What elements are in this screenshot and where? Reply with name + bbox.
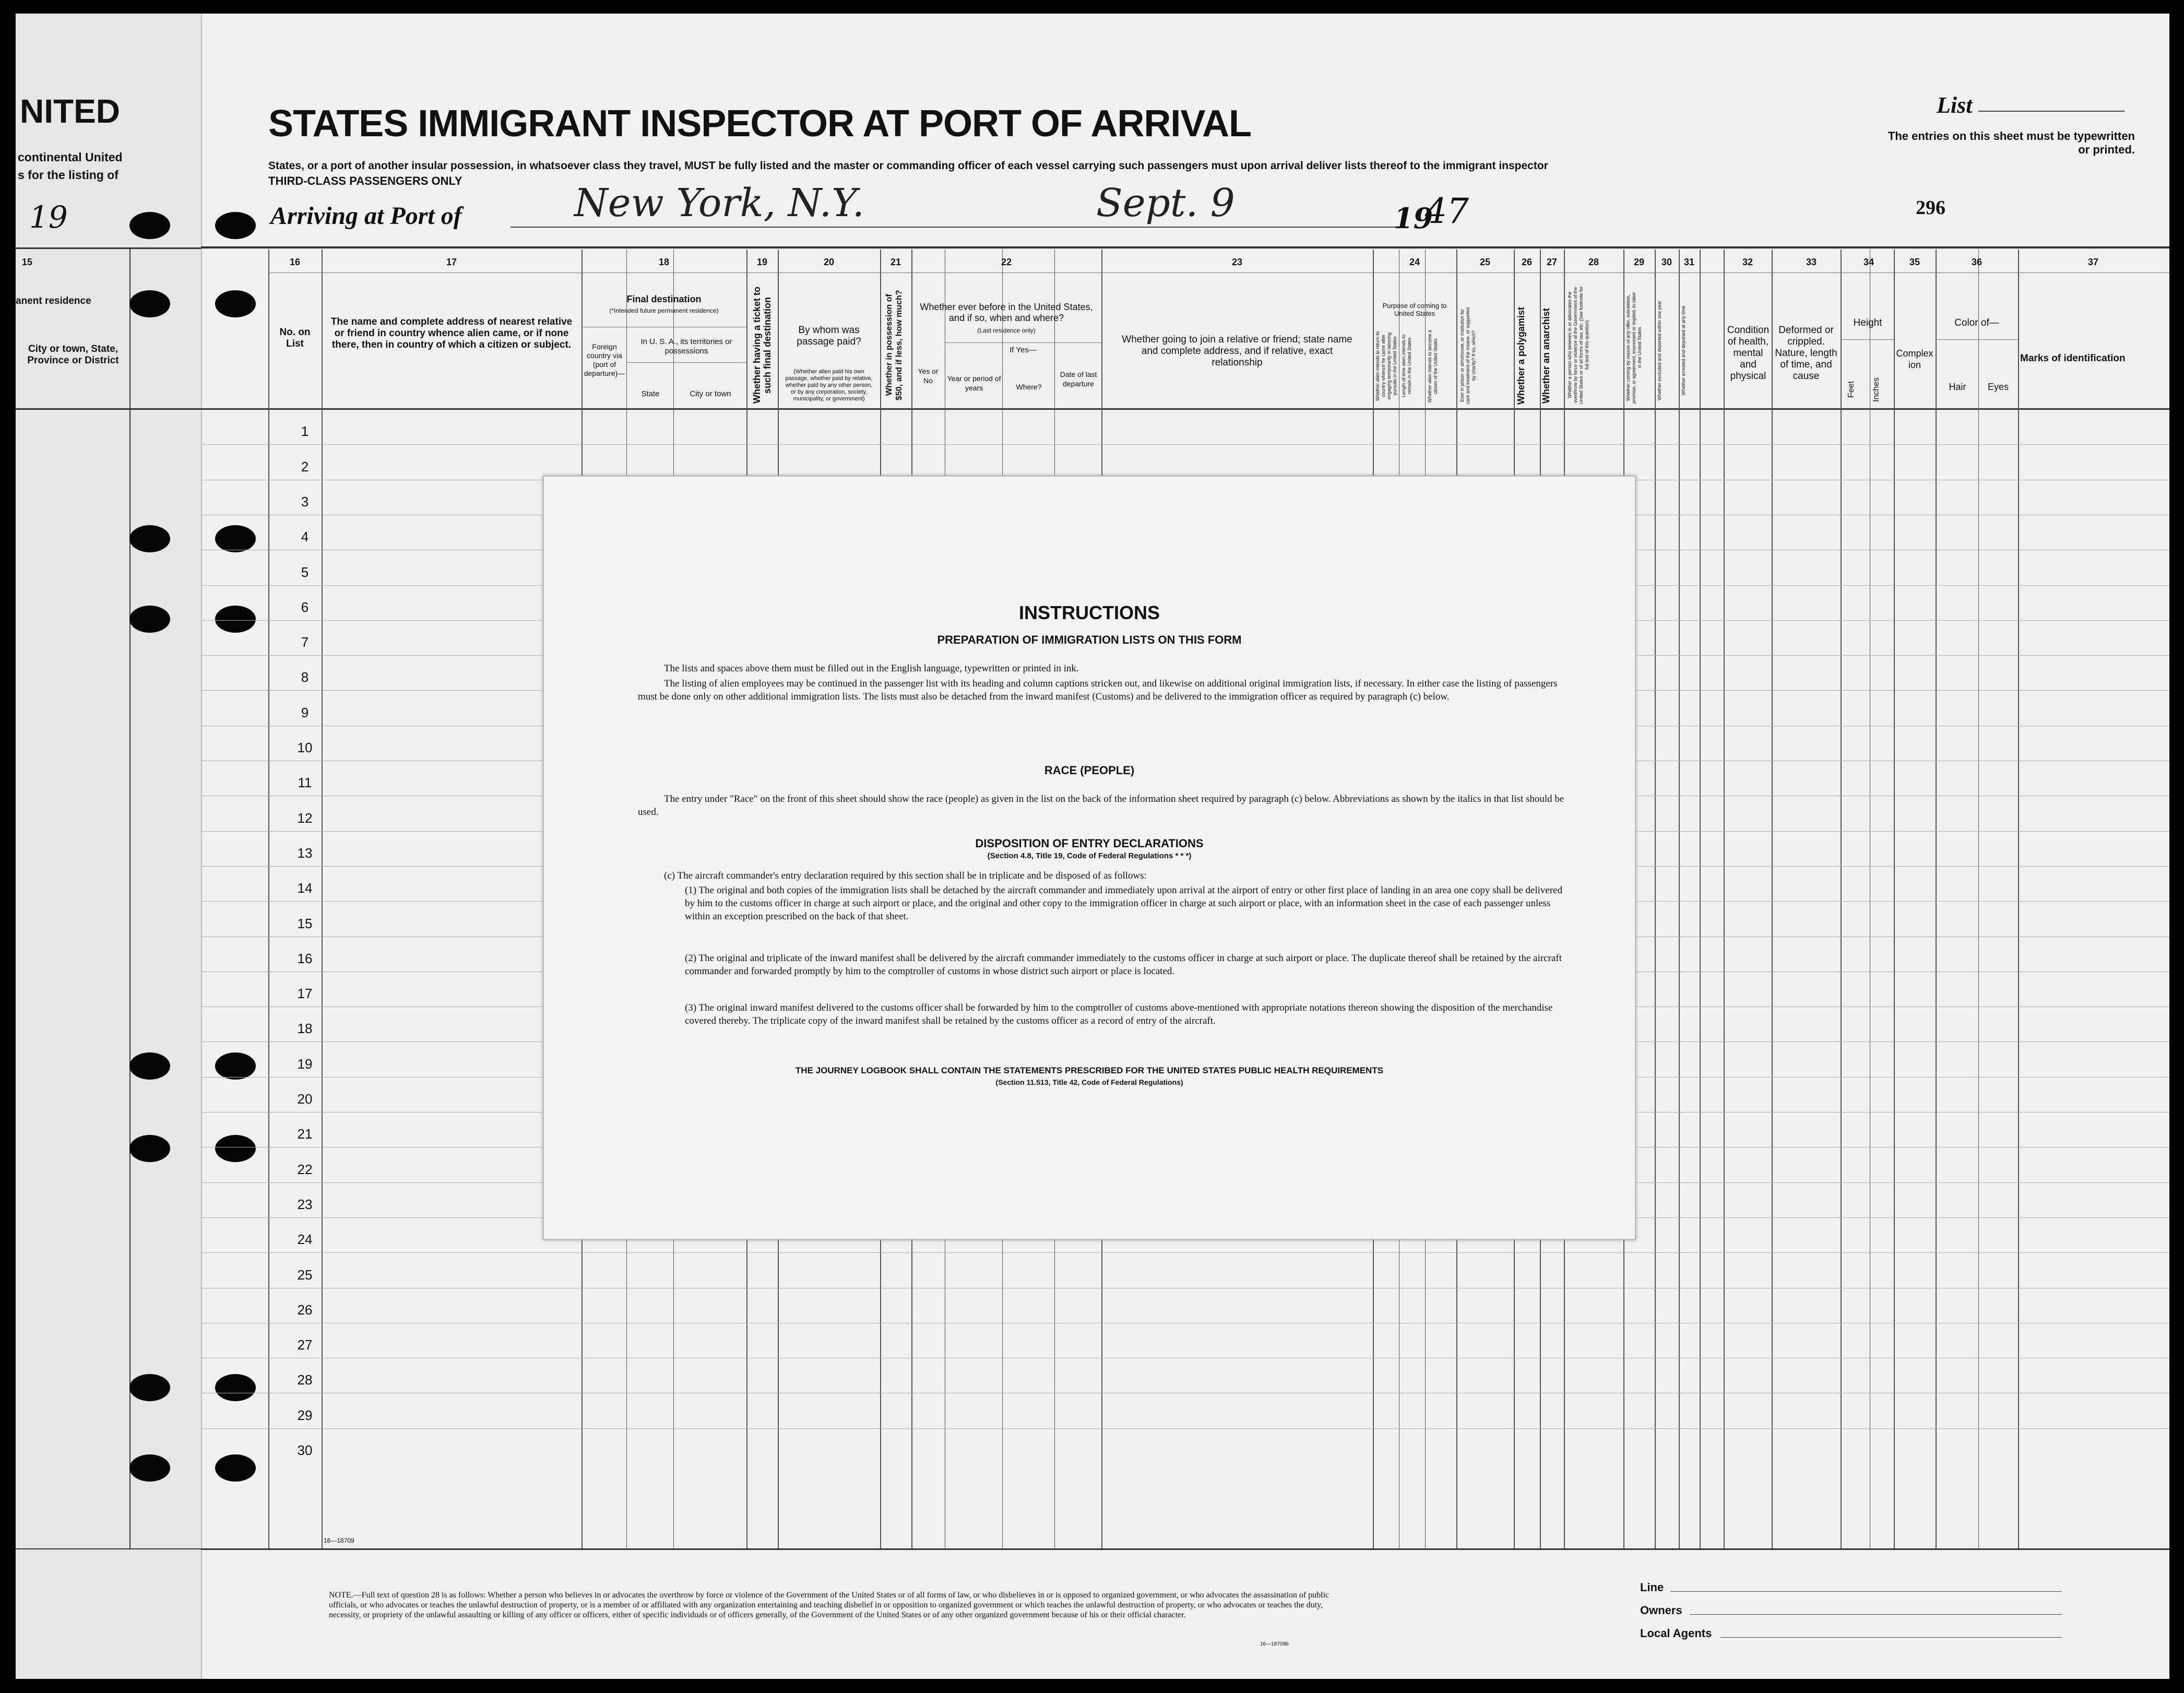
col22-where: Where?: [1016, 383, 1042, 391]
row-number: 7: [301, 634, 309, 650]
row-number: 26: [297, 1301, 313, 1318]
owners-label: Owners: [1640, 1604, 1682, 1617]
binding-hole: [215, 525, 256, 552]
col34-subrule: [1841, 339, 1894, 340]
col-number: 23: [1231, 257, 1243, 267]
row-number: 15: [297, 915, 313, 931]
row-number: 13: [297, 845, 313, 861]
table-top-rule: [201, 246, 2169, 248]
instructions-p2: The listing of alien employees may be continued in the passenger list with its heading and column captions stricken out, and likewise on additional original immigration lists, if necessary. In either case the listing of passengers must be done only on other additional immigration lists. The lists must also be detached from the inward manifest (Customs) and be delivered to the immigration officer as required by paragraph (c) below.: [638, 678, 1558, 702]
row-rule: [201, 1428, 2169, 1429]
col36-hair: Hair: [1949, 382, 1966, 392]
left-line-2: s for the listing of: [18, 168, 118, 182]
col24-caption: Purpose of coming to United States: [1382, 302, 1447, 317]
instructions-title: INSTRUCTIONS: [1019, 602, 1160, 623]
row-number: 2: [301, 458, 309, 475]
row-rule: [201, 1252, 2169, 1253]
list-number-line: [1978, 111, 2124, 112]
row-number: 24: [297, 1232, 313, 1248]
left-col-heading: anent residence: [16, 295, 91, 306]
col-number: 27: [1546, 257, 1558, 267]
col19-caption: Whether having a ticket to such final destination: [752, 286, 773, 404]
col27-caption: Whether an anarchist: [1541, 307, 1551, 404]
col36-subrule: [1936, 339, 2018, 340]
binding-hole: [129, 1052, 170, 1080]
instructions-insert: [543, 476, 1636, 1240]
col34-feet: Feet: [1847, 381, 1856, 398]
instructions-footer: THE JOURNEY LOGBOOK SHALL CONTAIN THE STATEMENTS PRESCRIBED FOR THE UNITED STATES PUBLIC HEALTH REQUIREMENTS: [795, 1065, 1384, 1075]
row-number: 5: [301, 564, 309, 580]
typewritten-note: The entries on this sheet must be typewritten or printed.: [1888, 129, 2135, 156]
col-number: 25: [1479, 257, 1491, 267]
left-col-subheading: City or town, State, Province or District: [27, 344, 119, 366]
col22-yesno: Yes or No: [918, 367, 939, 385]
binding-hole: [129, 525, 170, 552]
col28-caption: Whether a person who believes in or advocates the overthrow by force or violence of the Government of the United States or of all forms of law, etc. (See footnote for full text of this question): [1567, 286, 1589, 404]
binding-hole: [129, 1454, 170, 1482]
line-label: Line: [1640, 1581, 1664, 1594]
instructions-item-1: (1) The original and both copies of the immigration lists shall be detached by the aircraft commander and immediately upon arrival at the airport of entry or other first place of landing in an area one copy shall be delivered by him to the customs officer in charge at such airport or place, and the original and other copy to the immigration officer in charge at such airport or place, with an information sheet in the case of each passenger unless within an exception prescribed on the back of that sheet.: [685, 885, 1563, 922]
row-number: 30: [297, 1442, 313, 1458]
row-number: 11: [298, 775, 312, 791]
instructions-p3: The entry under "Race" on the front of this sheet should show the race (people) as given in the list on the back of the information sheet required by paragraph (c) below. Abbreviations as shown by the italics in that list should be used.: [638, 794, 1564, 818]
local-agents-field[interactable]: [1720, 1637, 2062, 1638]
col22-subrule: [945, 342, 1101, 343]
form-subtitle: States, or a port of another insular possession, in whatsoever class they travel, MUST be fully listed and the master or commanding officer of each vessel carrying such passengers must upon arrival deliver lists thereof to the immigrant inspector: [268, 160, 1548, 172]
col-number: 21: [890, 257, 901, 267]
local-agents-label: Local Agents: [1640, 1627, 1712, 1640]
row-number: 23: [297, 1196, 313, 1212]
owners-field[interactable]: [1690, 1614, 2062, 1615]
left-col-number: 15: [22, 257, 33, 267]
row-number: 1: [301, 423, 309, 440]
binding-hole: [129, 1135, 170, 1162]
col-number: 17: [446, 257, 457, 267]
col22-year: Year or period of years: [947, 374, 1001, 392]
col24b-caption: Length of time alien intends to remain in the United States: [1401, 334, 1412, 398]
binding-hole: [215, 212, 256, 239]
row-number: 14: [297, 880, 313, 896]
instructions-section-1: PREPARATION OF IMMIGRATION LISTS ON THIS FORM: [937, 633, 1242, 646]
row-number: 17: [297, 986, 313, 1002]
table-header-rule: [201, 408, 2169, 410]
year-handwritten: 47: [1425, 191, 1469, 231]
col18-usa: In U. S. A., its territories or possessions: [640, 337, 732, 356]
col18-note: (*Intended future permanent residence): [609, 307, 719, 314]
left-title-fragment: NITED: [20, 92, 120, 130]
instructions-item-2: (2) The original and triplicate of the inward manifest shall be delivered by the aircraft commander immediately to the customs officer in charge at such airport or place. The duplicate thereof shall be retained by the aircraft commander and forwarded promptly by him to the comptroller of customs in whose district such airport or place is located.: [685, 953, 1562, 977]
row-number: 12: [297, 810, 313, 826]
row-number: 28: [297, 1372, 313, 1388]
left-year: 19: [29, 199, 68, 235]
col24a-caption: Whether alien intends to return to country whence he came after engaging temporarily in laboring pursuits in the United States: [1375, 331, 1397, 401]
col-number: 20: [823, 257, 835, 267]
col34-inches: Inches: [1872, 377, 1881, 402]
port-handwritten: New York, N.Y.: [574, 181, 865, 226]
binding-hole: [129, 606, 170, 633]
col31-caption: Whether arrested and deported at any time: [1681, 305, 1686, 395]
col18-city: City or town: [690, 389, 731, 398]
line-field[interactable]: [1670, 1591, 2062, 1592]
col30-caption: Whether excluded and deported within one year: [1657, 300, 1662, 400]
row-number: 20: [297, 1091, 313, 1107]
row-number: 9: [301, 704, 309, 720]
col25-caption: Ever in prison or almshouse, or institution for care and treatment of the insane, or supported by charity? If so, which?: [1459, 307, 1476, 404]
date-handwritten: Sept. 9: [1096, 181, 1235, 226]
form-code: 16—18709: [324, 1537, 354, 1544]
left-col-divider: [129, 247, 130, 1548]
col36-eyes: Eyes: [1987, 382, 2009, 392]
col22-caption: Whether ever before in the United States, and if so, when and where?: [920, 302, 1093, 323]
col18-caption: Final destination: [626, 294, 702, 304]
col23-caption: Whether going to join a relative or friend; state name and complete address, and if relative, exact relationship: [1122, 334, 1352, 368]
left-bottom-rule: [16, 1548, 201, 1549]
col22-note: (Last residence only): [977, 327, 1036, 334]
col22-ifyes: If Yes—: [1010, 346, 1037, 354]
binding-hole: [215, 606, 256, 633]
row-number: 10: [297, 740, 313, 755]
binding-hole: [215, 290, 256, 317]
binding-hole: [129, 212, 170, 239]
row-number: 22: [297, 1161, 313, 1177]
binding-hole: [215, 1052, 256, 1080]
row-number: 6: [301, 599, 309, 615]
col29-caption: Whether coming by reason of any offer, solicitation, promise, or agreement, expressed or implied, to labor in the United States: [1625, 292, 1642, 404]
table-bottom-rule: [201, 1548, 2169, 1550]
row-number: 16: [297, 950, 313, 966]
col34-caption: Height: [1853, 317, 1882, 328]
col32-caption: Condition of health, mental and physical: [1727, 325, 1770, 382]
question-28-footnote: NOTE.—Full text of question 28 is as follows: Whether a person who believes in or advocates the overthrow by force or violence of the Government of the United States or of all forms of law, or who disbelieves in or is opposed to organized government, or who advocates the assassination of public officials, or who advocates or teaches the unlawful destruction of property, or is a member of or affiliated with any organization entertaining and teaching disbelief in or opposition to organized government or which teaches the unlawful destruction of property, or who advocates or teaches the duty, necessity, or propriety of the unlawful assaulting or killing of any officer or officers, either of specific individuals or of officers generally, of the Government of the United States or of any other organized government because of his or their official character.: [329, 1591, 1330, 1619]
col-number: 32: [1742, 257, 1753, 267]
row-number: 21: [297, 1126, 313, 1142]
binding-hole: [129, 290, 170, 317]
arriving-label: Arriving at Port of: [270, 202, 462, 230]
col-number: 34: [1863, 257, 1874, 267]
col21-caption: Whether in possession of $50, and if less, how much?: [885, 290, 904, 400]
col-number: 35: [1909, 257, 1920, 267]
col18-state: State: [641, 389, 660, 398]
col37-caption: Marks of identification: [2020, 353, 2126, 364]
col-number: 30: [1661, 257, 1672, 267]
year-printed: 19: [1394, 202, 1433, 235]
col20-caption: By whom was passage paid?: [797, 325, 861, 347]
port-date-line: [511, 227, 1408, 228]
instructions-footer-sub: (Section 11.513, Title 42, Code of Federal Regulations): [995, 1078, 1183, 1086]
row-number: 25: [297, 1266, 313, 1283]
col17-caption: The name and complete address of nearest relative or friend in country whence alien came, or if none there, then in country of which a citizen or subject.: [330, 316, 573, 350]
left-header-rule-2: [16, 408, 201, 410]
left-header-rule: [16, 247, 201, 249]
col-number: 22: [1001, 257, 1012, 267]
row-number: 4: [301, 529, 309, 545]
row-number: 18: [297, 1021, 313, 1037]
sheet-number: 296: [1916, 197, 1945, 219]
binding-hole: [215, 1454, 256, 1482]
col20-note: (Whether alien paid his own passage, whether paid by relative, whether paid by any other person, or by any corporation, society, municipality, or government): [785, 369, 873, 402]
binding-hole: [129, 1374, 170, 1401]
list-label: List: [1937, 92, 1973, 118]
col-number: 37: [2087, 257, 2099, 267]
instructions-section-3-sub: (Section 4.8, Title 19, Code of Federal Regulations * * *): [987, 851, 1192, 860]
left-line-1: continental United: [18, 150, 123, 164]
col18-foreign: Foreign country via (port of departure)—: [584, 342, 625, 377]
passenger-class: THIRD-CLASS PASSENGERS ONLY: [268, 174, 462, 187]
instructions-section-3: DISPOSITION OF ENTRY DECLARATIONS: [975, 837, 1204, 850]
col36-caption: Color of—: [1954, 317, 1999, 328]
col16-caption: No. on List: [279, 327, 311, 349]
form-title: STATES IMMIGRANT INSPECTOR AT PORT OF ARRIVAL: [268, 103, 1251, 145]
col-number: 36: [1971, 257, 1983, 267]
col35-caption: Complexion: [1896, 348, 1933, 370]
instructions-p1: The lists and spaces above them must be filled out in the English language, typewritten or printed in ink.: [664, 663, 1079, 674]
row-number: 8: [301, 669, 309, 685]
instructions-p4: (c) The aircraft commander's entry declaration required by this section shall be in triplicate and be disposed of as follows:: [664, 870, 1147, 881]
col18-usa-rule: [626, 362, 746, 363]
col-number: 24: [1409, 257, 1420, 267]
col-number: 26: [1521, 257, 1533, 267]
col-number: 29: [1633, 257, 1645, 267]
binding-hole: [215, 1374, 256, 1401]
footnote-code: 16—18709b: [1260, 1641, 1289, 1647]
col33-caption: Deformed or crippled. Nature, length of time, and cause: [1775, 325, 1837, 382]
left-page-fragment: [16, 14, 202, 1679]
row-number: 27: [297, 1337, 313, 1353]
binding-hole: [215, 1135, 256, 1162]
col24c-caption: Whether alien intends to become a citizen of the United States: [1427, 329, 1438, 402]
col-number: 31: [1683, 257, 1695, 267]
col-number: 33: [1806, 257, 1817, 267]
col26-caption: Whether a polygamist: [1516, 306, 1526, 405]
instructions-section-2: RACE (PEOPLE): [1044, 764, 1135, 777]
instructions-item-3: (3) The original inward manifest delivered to the customs officer shall be forwarded by him to the comptroller of customs above-mentioned with appropriate notations thereon showing the disposition of the merchandise covered thereby. The triplicate copy of the inward manifest shall be retained by the customs officer as a record of entry of the aircraft.: [685, 1002, 1553, 1026]
col-number: 28: [1588, 257, 1599, 267]
row-number: 19: [297, 1056, 313, 1072]
row-number: 3: [301, 493, 309, 510]
manifest-sheet: [16, 14, 2169, 1679]
col22-date: Date of last departure: [1060, 370, 1097, 388]
row-number: 29: [297, 1407, 313, 1423]
col-number: 19: [756, 257, 768, 267]
col-number: 16: [289, 257, 301, 267]
col-number: 18: [658, 257, 670, 267]
row-rule: [201, 444, 2169, 445]
